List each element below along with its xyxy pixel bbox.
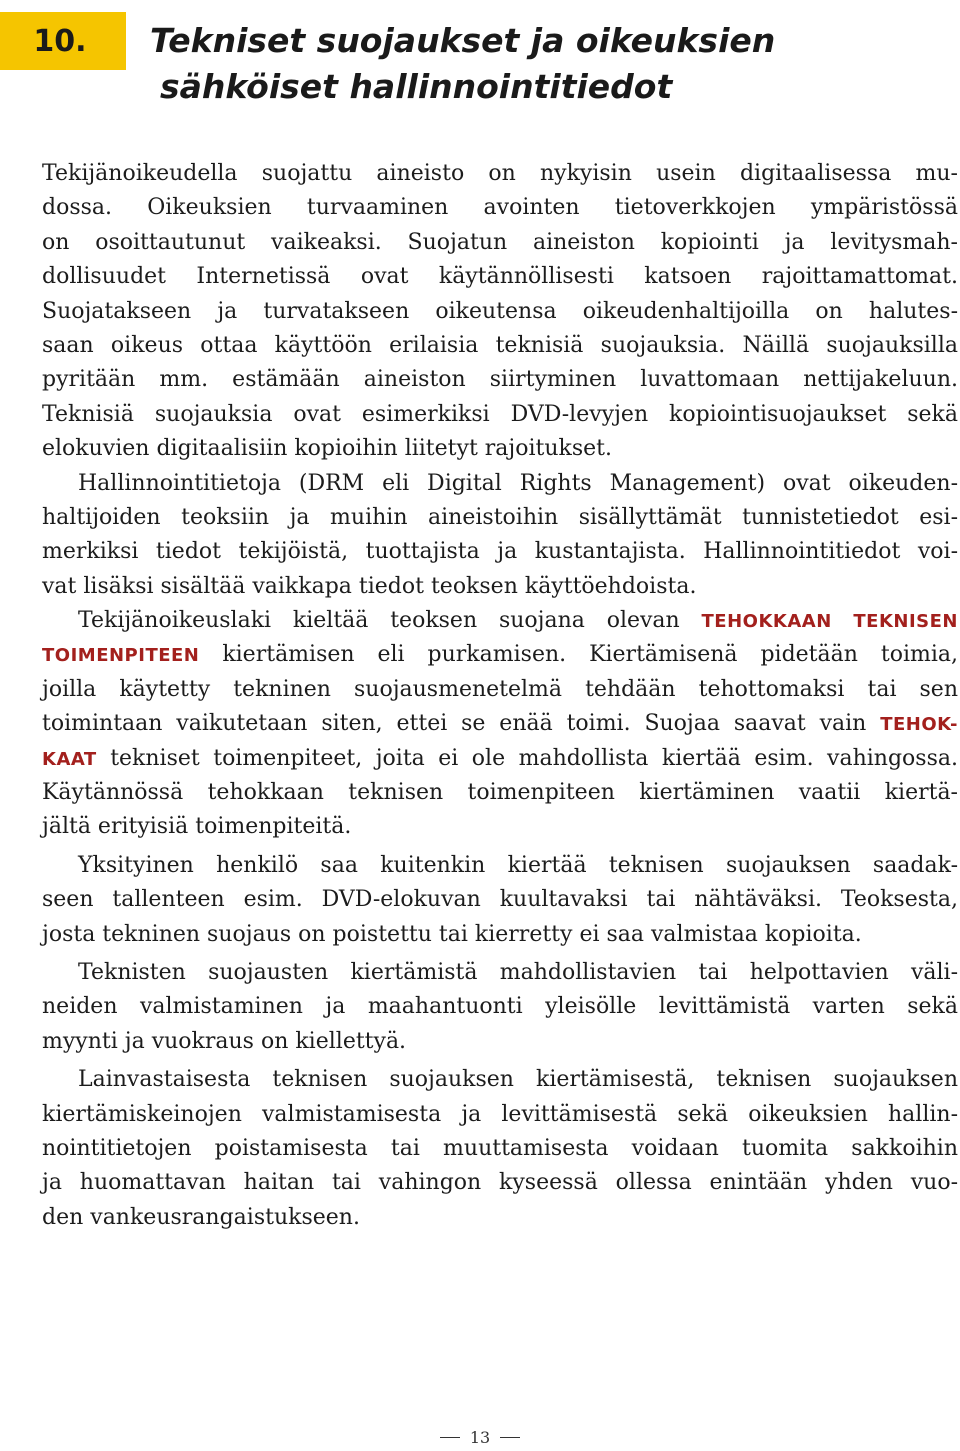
keyword-highlight: TEHOKKAAN TEKNISEN bbox=[701, 611, 958, 633]
text-line: Teknisten suojausten kiertämistä mahdollistavien tai helpottavien väli- bbox=[78, 959, 958, 985]
text-line: dollisuudet Internetissä ovat käytännöllisesti katsoen rajoittamattomat. bbox=[42, 264, 958, 290]
text-line bbox=[42, 707, 958, 741]
paragraph bbox=[42, 604, 958, 845]
text-line: Hallinnointitietoja (DRM eli Digital Rights Management) ovat oikeuden- bbox=[78, 470, 958, 496]
text-line: on osoittautunut vaikeaksi. Suojatun aineiston kopiointi ja levitysmah- bbox=[42, 229, 958, 255]
chapter-title bbox=[150, 18, 940, 110]
text-line: dossa. Oikeuksien turvaaminen avointen tietoverkkojen ympäristössä bbox=[42, 195, 958, 221]
text-line: neiden valmistaminen ja maahantuonti yleisölle levittämistä varten sekä bbox=[42, 994, 958, 1020]
text-line bbox=[42, 604, 958, 638]
footer-rule-left bbox=[440, 1437, 460, 1438]
text-line: elokuvien digitaalisiin kopioihin liitetyt rajoitukset. bbox=[42, 436, 612, 462]
footer-rule-right bbox=[500, 1437, 520, 1438]
text-fragment: tekniset toimenpiteet, joita ei ole mahdollista kiertää esim. vahingossa. bbox=[96, 745, 958, 771]
keyword-highlight: TEHOK- bbox=[880, 714, 958, 736]
text-fragment: toimintaan vaikutetaan siten, ettei se enää toimi. Suojaa saavat vain bbox=[42, 711, 881, 737]
text-line: josta tekninen suojaus on poistettu tai kierretty ei saa valmistaa kopioita. bbox=[42, 921, 862, 947]
text-line: vat lisäksi sisältää vaikkapa tiedot teoksen käyttöehdoista. bbox=[42, 573, 697, 599]
text-line: myynti ja vuokraus on kiellettyä. bbox=[42, 1028, 407, 1054]
text-line: Tekijänoikeudella suojattu aineisto on nykyisin usein digitaalisessa mu- bbox=[42, 161, 958, 186]
chapter-number-badge bbox=[0, 12, 126, 70]
chapter-title-line-1: Tekniset suojaukset ja oikeuksien bbox=[150, 21, 776, 60]
text-fragment: kiertämisen eli purkamisen. Kiertämisenä pidetään toimia, bbox=[199, 642, 958, 668]
text-line: nointitietojen poistamisesta tai muuttamisesta voidaan tuomita sakkoihin bbox=[42, 1135, 958, 1161]
text-line: Käytännössä tehokkaan teknisen toimenpiteen kiertäminen vaatii kiertä- bbox=[42, 780, 958, 806]
text-line: Teknisiä suojauksia ovat esimerkiksi DVD-levyjen kopiointisuojaukset sekä bbox=[42, 401, 958, 427]
text-line: den vankeusrangaistukseen. bbox=[42, 1204, 360, 1230]
keyword-highlight: KAAT bbox=[42, 748, 97, 770]
body-text bbox=[42, 157, 958, 1235]
page-number: 13 bbox=[469, 1428, 491, 1447]
paragraph bbox=[42, 1063, 958, 1235]
text-line: seen tallenteen esim. DVD-elokuvan kuultavaksi tai nähtäväksi. Teoksesta, bbox=[42, 887, 958, 913]
text-line: joilla käytetty tekninen suojausmenetelmä tehdään tehottomaksi tai sen bbox=[42, 676, 958, 702]
paragraph bbox=[42, 467, 958, 605]
text-line: Lainvastaisesta teknisen suojauksen kiertämisestä, teknisen suojauksen bbox=[78, 1067, 958, 1093]
text-line: jältä erityisiä toimenpiteitä. bbox=[42, 814, 352, 840]
text-line: kiertämiskeinojen valmistamisesta ja levittämisestä sekä oikeuksien hallin- bbox=[42, 1101, 958, 1127]
text-line: ja huomattavan haitan tai vahingon kyseessä ollessa enintään yhden vuo- bbox=[42, 1170, 958, 1196]
page-footer bbox=[0, 1428, 960, 1447]
chapter-number: 10. bbox=[33, 23, 87, 59]
paragraph bbox=[42, 956, 958, 1059]
chapter-title-line-2: sähköiset hallinnointitiedot bbox=[160, 67, 673, 106]
text-fragment: Tekijänoikeuslaki kieltää teoksen suojana olevan bbox=[78, 608, 702, 634]
paragraph bbox=[42, 849, 958, 952]
text-line: pyritään mm. estämään aineiston siirtyminen luvattomaan nettijakeluun. bbox=[42, 367, 958, 393]
paragraph bbox=[42, 157, 958, 467]
text-line: Yksityinen henkilö saa kuitenkin kiertää teknisen suojauksen saadak- bbox=[78, 852, 958, 878]
text-line: saan oikeus ottaa käyttöön erilaisia teknisiä suojauksia. Näillä suojauksilla bbox=[42, 332, 958, 358]
text-line: haltijoiden teoksiin ja muihin aineistoihin sisällyttämät tunnistetiedot esi- bbox=[42, 504, 958, 530]
text-line: merkiksi tiedot tekijöistä, tuottajista ja kustantajista. Hallinnointitiedot voi- bbox=[42, 539, 958, 565]
text-line bbox=[42, 742, 958, 776]
text-line: Suojatakseen ja turvatakseen oikeutensa oikeudenhaltijoilla on halutes- bbox=[42, 298, 958, 324]
keyword-highlight: TOIMENPITEEN bbox=[42, 645, 200, 667]
text-line bbox=[42, 638, 958, 672]
